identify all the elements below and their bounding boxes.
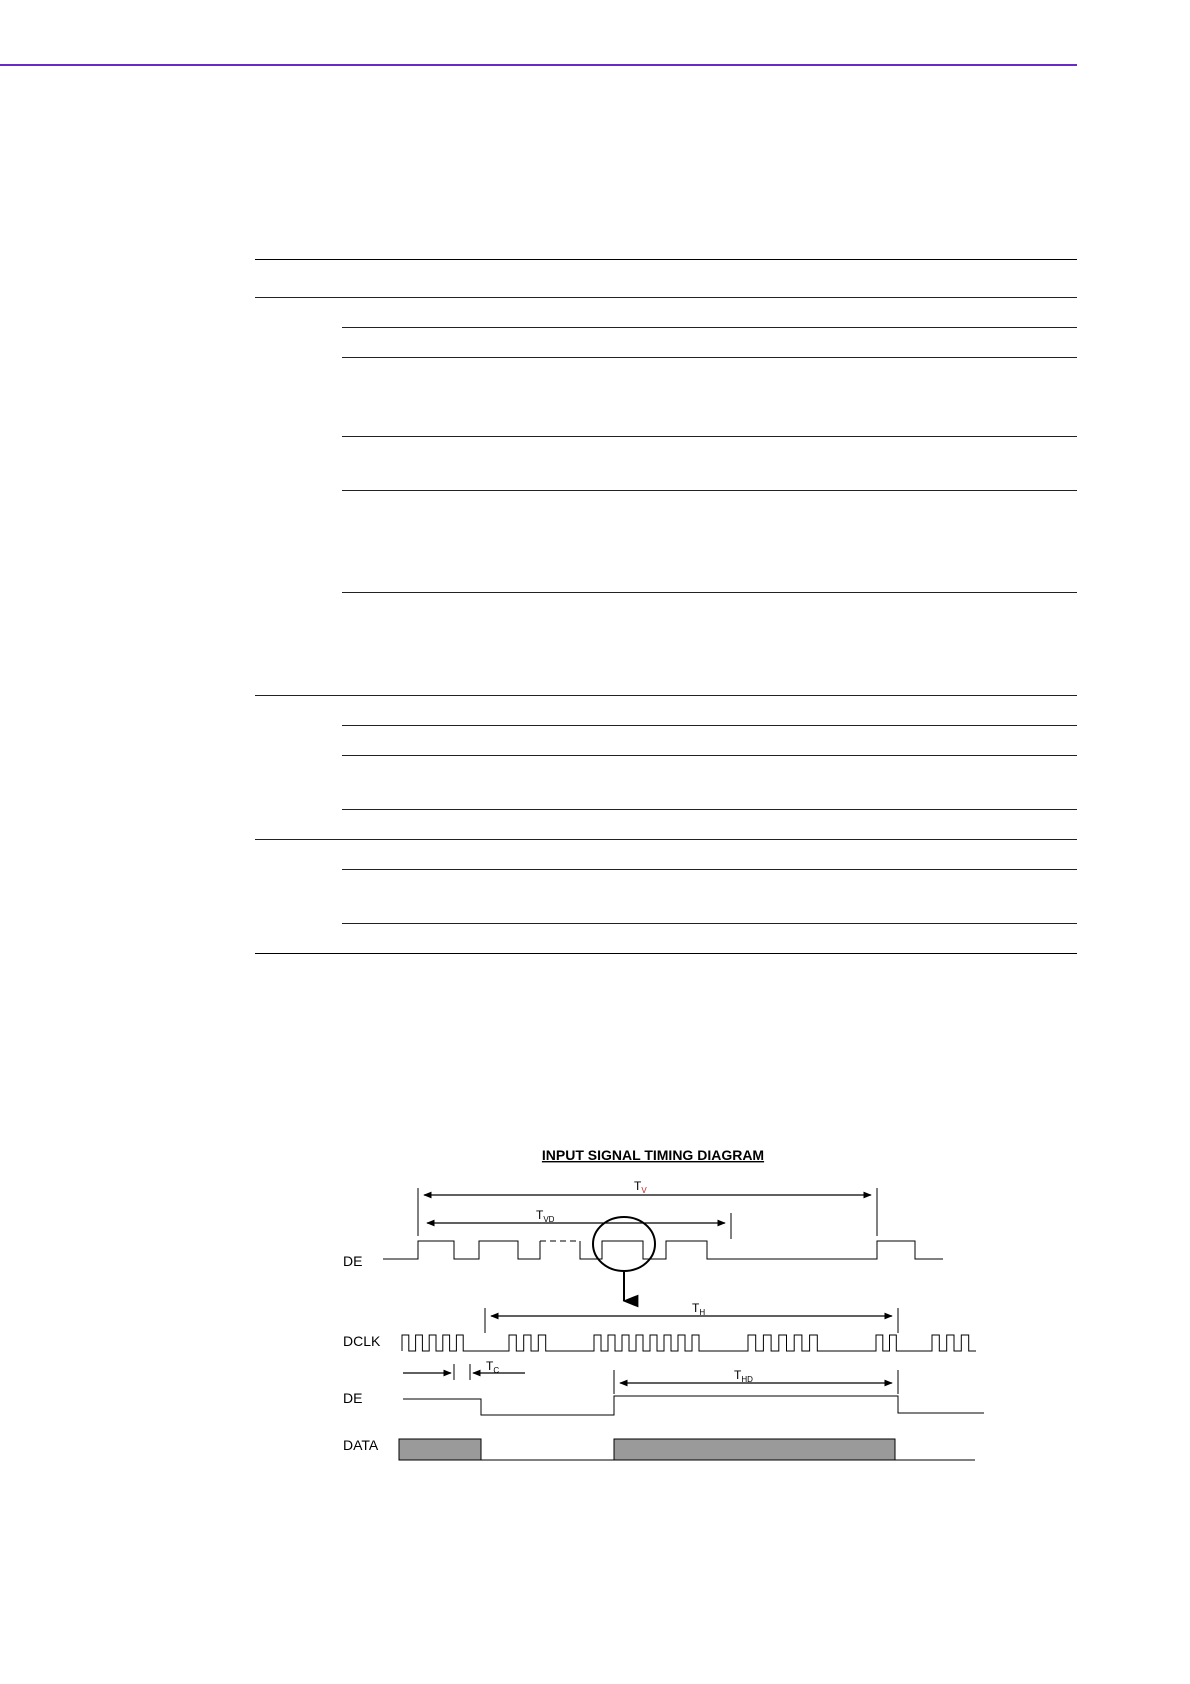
signal-label-de-bottom: DE [343, 1390, 363, 1406]
tvd-label: $T_{VD}$ [536, 1208, 555, 1224]
de-bottom-waveform [403, 1396, 984, 1415]
de-top-waveform-a [383, 1241, 540, 1259]
tc-label: $T_C$ [486, 1359, 500, 1375]
signal-label-data: DATA [343, 1437, 379, 1453]
thd-label: $T_{HD}$ [734, 1368, 753, 1384]
th-label: $T_H$ [692, 1301, 706, 1317]
diagram-title: INPUT SIGNAL TIMING DIAGRAM [541, 1147, 765, 1163]
dclk-waveform [402, 1335, 976, 1351]
signal-label-dclk: DCLK [343, 1333, 381, 1349]
tv-label: $T_V$ [634, 1179, 647, 1195]
signal-label-de-top: DE [343, 1253, 363, 1269]
data-block-2 [614, 1439, 895, 1460]
de-top-waveform-b [580, 1241, 943, 1259]
data-block-1 [399, 1439, 481, 1460]
